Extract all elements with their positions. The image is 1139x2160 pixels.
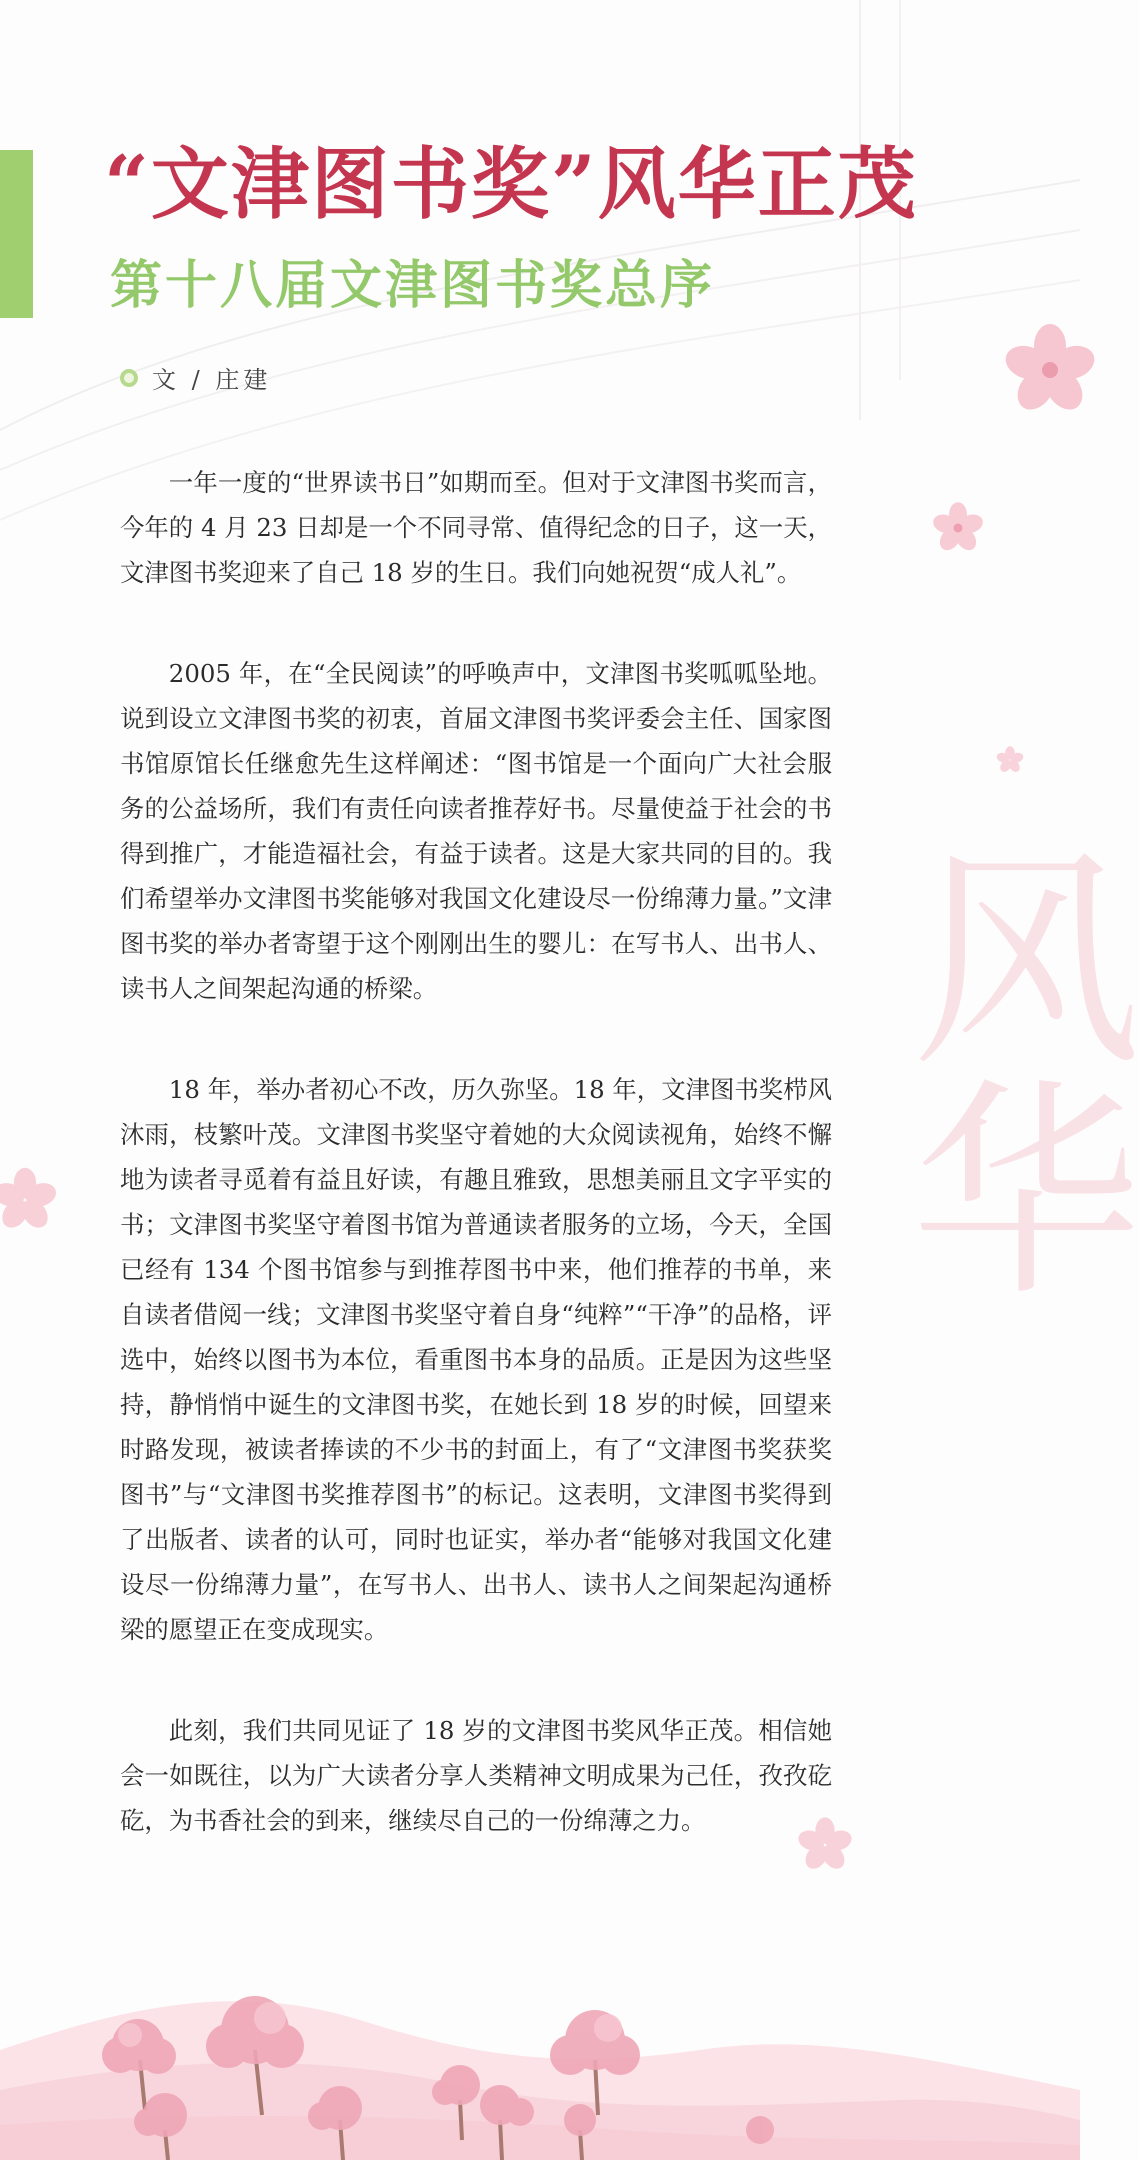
blossom-landscape — [0, 1860, 1080, 2160]
paragraph: 2005 年，在“全民阅读”的呼唤声中，文津图书奖呱呱坠地。说到设立文津图书奖的初衷，首届文津图书奖评委会主任、国家图书馆原馆长任继愈先生这样阐述：“图书馆是一个面向广大社会服务的公益场所，我们有责任向读者推荐好书。尽量使益于社会的书得到推广，才能造福社会，有益于读者。这是大家共同的目的。我们希望举办文津图书奖能够对我国文化建设尽一份绵薄力量。”文津图书奖的举办者寄望于这个刚刚出生的婴儿：在写书人、出书人、读书人之间架起沟通的桥梁。 — [120, 659, 832, 1003]
blossom-icon — [995, 745, 1025, 775]
page-subtitle: 第十八届文津图书奖总序 — [110, 256, 716, 316]
accent-bar — [0, 150, 33, 318]
blossom-icon — [1000, 320, 1100, 420]
bullet-icon — [120, 369, 138, 387]
paragraph: 此刻，我们共同见证了 18 岁的文津图书奖风华正茂。相信她会一如既往，以为广大读者分享人类精神文明成果为己任，孜孜矻矻，为书香社会的到来，继续尽自己的一份绵薄之力。 — [120, 1716, 832, 1835]
article-body — [120, 460, 832, 1899]
paragraph: 18 年，举办者初心不改，历久弥坚。18 年，文津图书奖栉风沐雨，枝繁叶茂。文津图书奖坚守着她的大众阅读视角，始终不懈地为读者寻觅着有益且好读，有趣且雅致，思想美丽且文字平实的书；文津图书奖坚守着图书馆为普通读者服务的立场，今天，全国已经有 134 个图书馆参与到推荐图书中来，他们推荐的书单，来自读者借阅一线；文津图书奖坚守着自身“纯粹”“干净”的品格，评选中，始终以图书为本位，看重图书本身的品质。正是因为这些坚持，静悄悄中诞生的文津图书奖，在她长到 18 岁的时候，回望来时路发现，被读者捧读的不少书的封面上，有了“文津图书奖获奖图书”与“文津图书奖推荐图书”的标记。这表明，文津图书奖得到了出版者、读者的认可，同时也证实，举办者“能够对我国文化建设尽一份绵薄力量”，在写书人、出书人、读书人之间架起沟通桥梁的愿望正在变成现实。 — [120, 1075, 832, 1644]
blossom-icon — [0, 1165, 60, 1235]
page-title: “文津图书奖”风华正茂 — [104, 139, 918, 230]
background-calligraphy: 风华 — [872, 840, 1139, 1300]
byline — [120, 360, 271, 395]
blossom-icon — [930, 500, 986, 556]
author-label: 文 / 庄建 — [152, 366, 272, 394]
paragraph: 一年一度的“世界读书日”如期而至。但对于文津图书奖而言，今年的 4 月 23 日却是一个不同寻常、值得纪念的日子，这一天，文津图书奖迎来了自己 18 岁的生日。我们向她祝贺“成人礼”。 — [120, 468, 832, 587]
